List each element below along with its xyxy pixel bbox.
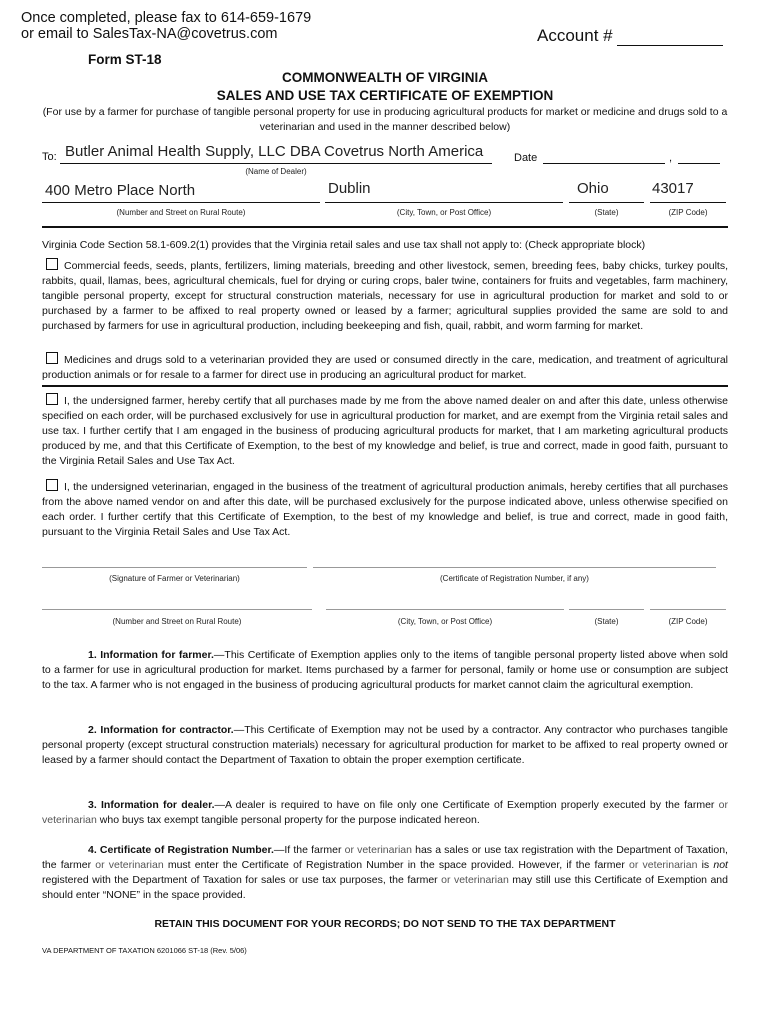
info-registration-heading: 4. Certificate of Registration Number. — [88, 844, 274, 856]
dealer-state-field[interactable] — [569, 182, 644, 203]
checkbox-medicines[interactable] — [46, 352, 58, 364]
info-farmer-heading: 1. Information for farmer. — [88, 649, 214, 661]
info-contractor — [42, 723, 728, 768]
signature-caption: (Signature of Farmer or Veterinarian) — [109, 574, 240, 583]
info-reg-or-1: or veterinarian — [344, 844, 412, 856]
signer-street-line[interactable] — [42, 609, 312, 610]
state-caption: (State) — [594, 208, 619, 217]
to-label: To: — [42, 151, 57, 163]
info-reg-text-b: has a sales or use tax registration with the Department of Taxation, the farmer — [42, 844, 728, 871]
block-farmer — [42, 393, 728, 469]
dealer-street-field[interactable] — [42, 182, 320, 203]
block-commercial-text: Commercial feeds, seeds, plants, fertilizers, liming materials, breeding and other livestock, semen, breeding fees, baby chicks, turkey poults, rabbits, quail, llamas, bees, agricultural chemicals, fuel for drying or curing crops, baler twine, containers for fruits and vegetables, farm machinery, tangible personal property, except for structural construction materials, necessary for use in agricultural production for market and sold to or purchased by a farmer to be affixed to real property owned or leased by a farmer; agricultural supplies provided the same are sold to and purchased by farmers for use in agricultural production, including beekeeping and fish, quail, rabbit, and worm farming for market. — [42, 260, 728, 332]
info-reg-or-3: or veterinarian — [629, 859, 698, 871]
info-reg-text-e: registered with the Department of Taxation for sales or use tax purposes, the farmer — [42, 874, 442, 886]
dealer-city-field[interactable] — [325, 182, 563, 203]
dealer-zip-field[interactable] — [650, 182, 726, 203]
email-line: or email to SalesTax-NA@covetrus.com — [21, 26, 278, 42]
block-veterinarian-text: I, the undersigned veterinarian, engaged in the business of the treatment of agricultural production animals, hereby certifies that all purchases from the above named vendor on and after this date, will be purchased exclusively for the purpose indicated above, unless otherwise specified on each order. I further certify that this Certificate of Exemption, to the best of my knowledge and belief, is true and correct, made in good faith, pursuant to the Virginia Retail Sales and Use Tax Act. — [42, 481, 728, 538]
signer-zip-caption: (ZIP Code) — [668, 617, 708, 626]
registration-caption: (Certificate of Registration Number, if any) — [440, 574, 589, 583]
info-dealer-text-b: who buys tax exempt tangible personal property for the purpose indicated hereon. — [96, 814, 480, 826]
dealer-name-caption: (Name of Dealer) — [245, 167, 307, 176]
info-contractor-text: —This Certificate of Exemption may not be used by a contractor. Any contractor who purchases tangible personal property (except structural construction materials) necessary for agricultural production for market to be affixed to real property owned or leased by a farmer should contact the Department of Taxation to obtain the proper exemption certificate. — [42, 724, 729, 766]
form-label: Form ST-18 — [88, 52, 162, 67]
checkbox-farmer[interactable] — [46, 393, 58, 405]
signer-street-caption: (Number and Street on Rural Route) — [112, 617, 242, 626]
registration-number-line[interactable] — [313, 567, 716, 568]
checkbox-commercial[interactable] — [46, 258, 58, 270]
signer-state-line[interactable] — [569, 609, 644, 610]
signer-state-caption: (State) — [594, 617, 619, 626]
info-reg-text-d: is — [697, 859, 714, 871]
signer-city-caption: (City, Town, or Post Office) — [397, 617, 493, 626]
info-dealer-text-a: —A dealer is required to have on file only one Certificate of Exemption properly executed by the farmer — [214, 799, 719, 811]
code-intro: Virginia Code Section 58.1-609.2(1) provides that the Virginia retail sales and use tax shall not apply to: (Check appropriate block) — [42, 239, 646, 251]
dealer-zip-value: 43017 — [652, 180, 694, 197]
info-farmer — [42, 648, 728, 693]
block-commercial — [42, 258, 728, 334]
signer-city-line[interactable] — [326, 609, 564, 610]
info-reg-not: not — [713, 859, 728, 871]
dealer-name-field[interactable] — [60, 145, 492, 164]
info-dealer-or-vet: or veterinarian — [42, 799, 728, 826]
dealer-state-value: Ohio — [577, 180, 609, 197]
zip-caption: (ZIP Code) — [668, 208, 708, 217]
fax-instructions — [21, 10, 311, 42]
dealer-city-value: Dublin — [328, 180, 371, 197]
info-reg-text-c: must enter the Certificate of Registration Number in the space provided. However, if the farmer — [163, 859, 630, 871]
info-reg-or-4: or veterinarian — [441, 874, 509, 886]
signer-zip-line[interactable] — [650, 609, 726, 610]
date-separator: , — [669, 152, 673, 164]
block-veterinarian — [42, 479, 728, 540]
info-contractor-heading: 2. Information for contractor. — [88, 724, 234, 736]
street-caption: (Number and Street on Rural Route) — [116, 208, 246, 217]
checkbox-veterinarian[interactable] — [46, 479, 58, 491]
info-dealer — [42, 798, 728, 828]
divider-middle — [42, 385, 728, 387]
footer-form-id: VA DEPARTMENT OF TAXATION 6201066 ST-18 (Rev. 5/06) — [42, 946, 247, 955]
title-certificate: SALES AND USE TAX CERTIFICATE OF EXEMPTION — [216, 88, 554, 103]
title-commonwealth: COMMONWEALTH OF VIRGINIA — [282, 70, 488, 85]
info-reg-or-2: or veterinarian — [95, 859, 164, 871]
info-reg-text-f: may still use this Certificate of Exemption and should enter “NONE” in the space provided. — [42, 874, 728, 901]
date-year-field[interactable] — [678, 150, 720, 164]
info-dealer-heading: 3. Information for dealer. — [88, 799, 215, 811]
block-farmer-text: I, the undersigned farmer, hereby certify that all purchases made by me from the above named dealer on and after this date, unless otherwise specified on each order, will be purchased exclusively for use in agricultural production for market, and are exempt from the Virginia retail sales and use tax. I further certify that I am engaged in the business of producing agricultural products for market, that I am marketing agricultural products produced by me, and that this Certificate of Exemption, to the best of my knowledge and belief, is true and correct, made in good faith, pursuant to the Virginia Retail Sales and Use Tax Act. — [42, 395, 728, 467]
info-reg-text-a: —If the farmer — [273, 844, 345, 856]
account-label: Account # — [537, 26, 613, 45]
city-caption: (City, Town, or Post Office) — [396, 208, 492, 217]
divider-top — [42, 226, 728, 228]
subtitle: (For use by a farmer for purchase of tangible personal property for use in producing agricultural products for market or medicine and drugs sold to a veterinarian and used in the manner described below) — [42, 106, 728, 133]
retain-notice: RETAIN THIS DOCUMENT FOR YOUR RECORDS; DO NOT SEND TO THE TAX DEPARTMENT — [154, 918, 616, 930]
info-registration — [42, 843, 728, 903]
account-number-field[interactable] — [537, 26, 723, 46]
fax-line: Once completed, please fax to 614-659-1679 — [21, 10, 312, 26]
date-month-day-field[interactable] — [543, 150, 665, 164]
block-medicines — [42, 352, 728, 383]
date-label: Date — [514, 152, 538, 164]
block-medicines-text: Medicines and drugs sold to a veterinarian provided they are used or consumed directly in the care, medication, and treatment of agricultural production animals or for resale to a farmer for direct use in producing an agricultural product for market. — [42, 354, 728, 381]
dealer-street-value: 400 Metro Place North — [45, 182, 196, 199]
dealer-name-value: Butler Animal Health Supply, LLC DBA Covetrus North America — [65, 143, 484, 160]
signature-line[interactable] — [42, 567, 307, 568]
account-number-line[interactable] — [617, 30, 723, 46]
info-farmer-text: —This Certificate of Exemption applies only to the items of tangible personal property listed above when sold to a farmer for use in agricultural production for market. Items purchased by a farmer for personal, family or home use or consumption are subject to the tax. A farmer who is not engaged in the business of producing agricultural products for market cannot claim the agricultural exemption. — [42, 649, 728, 691]
